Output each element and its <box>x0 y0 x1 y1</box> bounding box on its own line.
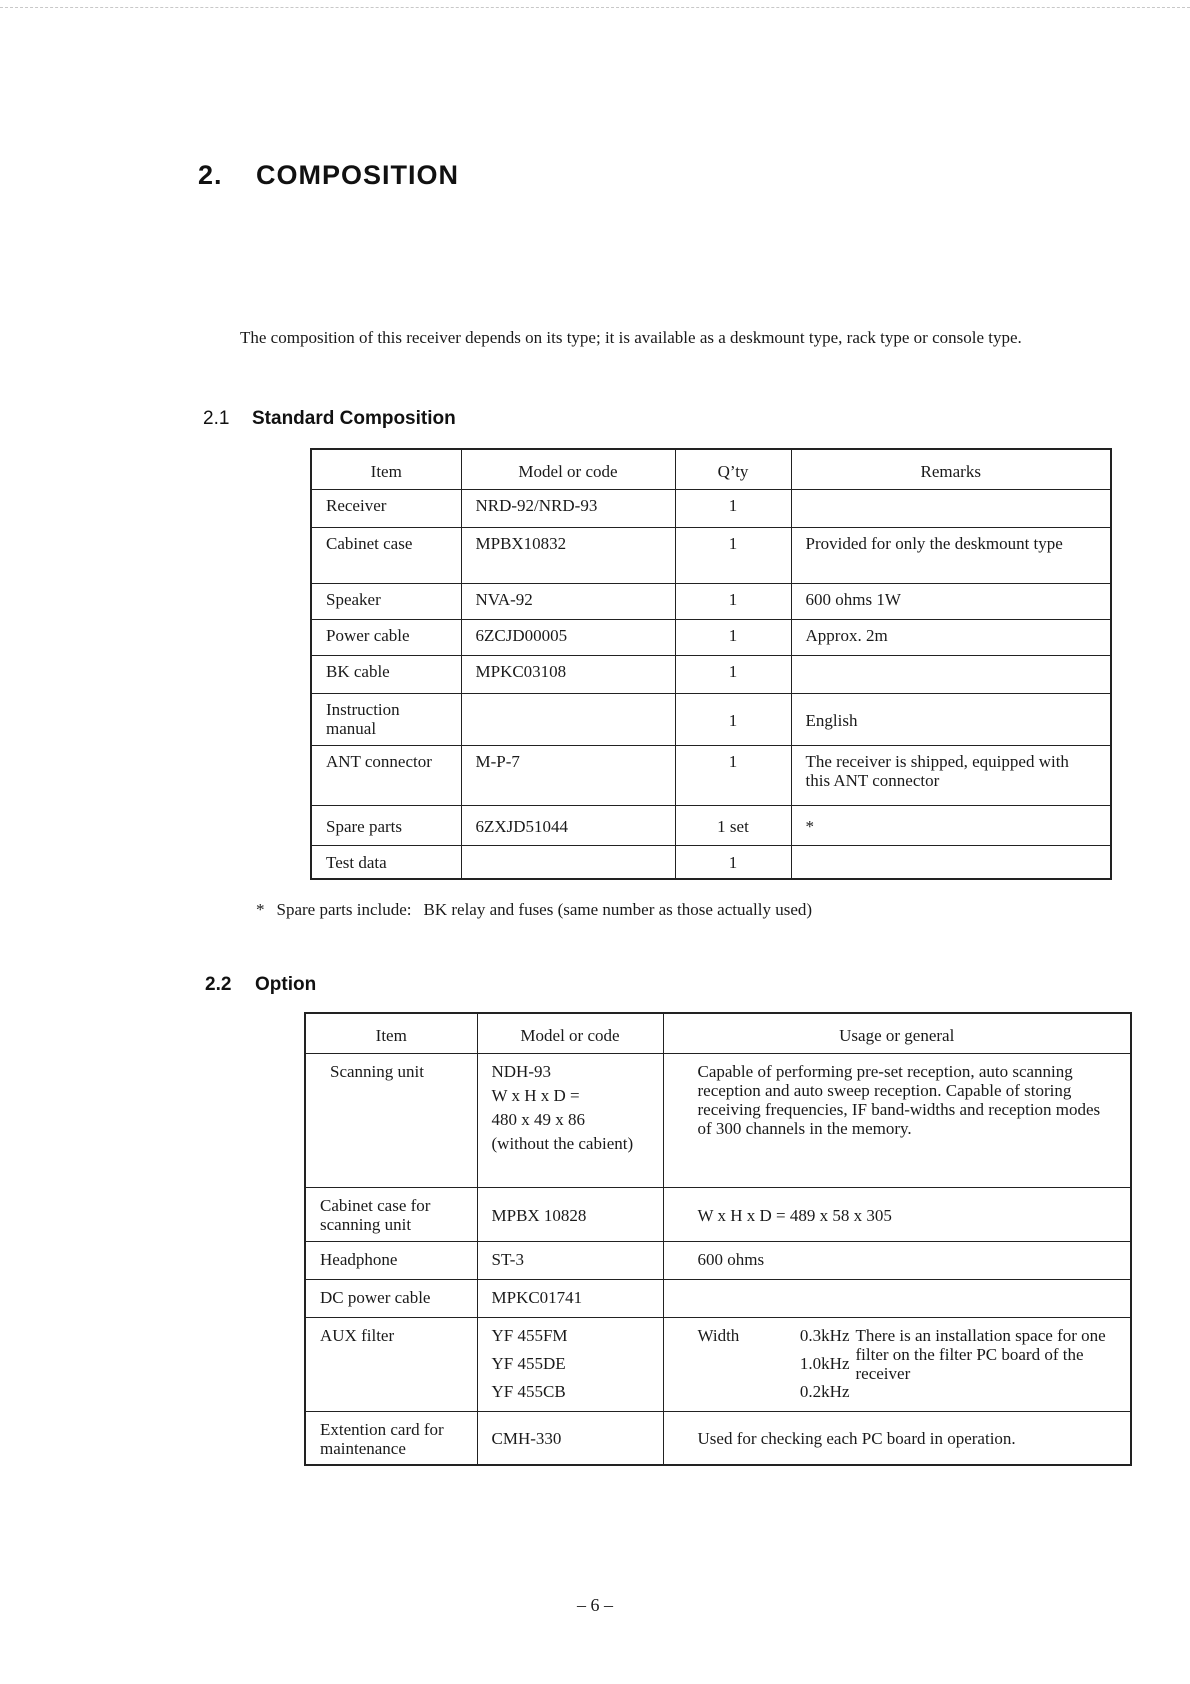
cell-qty: 1 <box>675 655 791 693</box>
table-row <box>311 805 1111 845</box>
footnote-text: BK relay and fuses (same number as those actually used) <box>423 900 813 919</box>
cell-item: Instruction manual <box>311 693 461 745</box>
scan-edge-artifact <box>0 7 1190 8</box>
dimensions-value: 480 x 49 x 86 <box>491 1109 585 1129</box>
cell-qty: 1 <box>675 745 791 805</box>
cell-item: Scanning unit <box>305 1053 477 1187</box>
table-row <box>311 489 1111 527</box>
cell-remarks: 600 ohms 1W <box>791 583 1111 619</box>
cell-usage <box>663 1317 1131 1411</box>
table-row <box>311 745 1111 805</box>
header-usage: Usage or general <box>663 1013 1131 1053</box>
cell-remarks <box>791 489 1111 527</box>
aux-note: There is an installation space for one filter on the filter PC board of the receiver <box>855 1325 1106 1383</box>
aux-model: YF 455DE <box>491 1353 566 1373</box>
cell-item: Spare parts <box>311 805 461 845</box>
header-item: Item <box>305 1013 477 1053</box>
subsection-title-text: Standard Composition <box>252 408 456 429</box>
cell-item: Speaker <box>311 583 461 619</box>
subsection-title-text: Option <box>255 974 317 995</box>
subsection-standard-title <box>203 408 456 430</box>
subsection-number: 2.2 <box>205 974 232 995</box>
intro-paragraph: The composition of this receiver depends on its type; it is available as a deskmount type, rack type or console type. <box>240 328 1022 347</box>
cell-model: MPKC03108 <box>461 655 675 693</box>
bandwidth-value: 0.3kHz <box>799 1325 850 1345</box>
cell-usage <box>663 1279 1131 1317</box>
cell-model: NRD-92/NRD-93 <box>461 489 675 527</box>
aux-model: YF 455CB <box>491 1381 566 1401</box>
cell-usage: Capable of performing pre-set reception, auto scanning reception and auto sweep reception. Capable of storing receiving frequencies, IF band-widths and reception modes of 300 channels in the memory. <box>663 1053 1131 1187</box>
footnote-marker: * <box>256 900 265 919</box>
header-model: Model or code <box>477 1013 663 1053</box>
cell-qty: 1 <box>675 845 791 879</box>
header-remarks: Remarks <box>791 449 1111 489</box>
cell-item: Cabinet case <box>311 527 461 583</box>
table-row <box>305 1241 1131 1279</box>
cell-usage: W x H x D = 489 x 58 x 305 <box>663 1187 1131 1241</box>
cell-qty: 1 <box>675 489 791 527</box>
table-row <box>311 527 1111 583</box>
cell-remarks: Provided for only the deskmount type <box>791 527 1111 583</box>
table-row <box>311 583 1111 619</box>
cell-item: Headphone <box>305 1241 477 1279</box>
subsection-number: 2.1 <box>203 408 230 429</box>
cell-qty: 1 <box>675 583 791 619</box>
cell-item: Receiver <box>311 489 461 527</box>
table-row <box>311 693 1111 745</box>
cell-model: 6ZCJD00005 <box>461 619 675 655</box>
table-row <box>305 1411 1131 1465</box>
cell-usage: Used for checking each PC board in operation. <box>663 1411 1131 1465</box>
table-row <box>305 1317 1131 1411</box>
cell-model: 6ZXJD51044 <box>461 805 675 845</box>
table-row <box>305 1053 1131 1187</box>
header-item: Item <box>311 449 461 489</box>
header-qty: Q’ty <box>675 449 791 489</box>
bandwidth-value: 1.0kHz <box>799 1353 850 1373</box>
cell-item: ANT connector <box>311 745 461 805</box>
dimensions-label: W x H x D = <box>491 1085 580 1105</box>
option-table <box>304 1012 1132 1466</box>
cell-item: BK cable <box>311 655 461 693</box>
cell-model <box>477 1317 663 1411</box>
aux-model: YF 455FM <box>491 1325 568 1345</box>
bandwidth-value: 0.2kHz <box>799 1381 850 1401</box>
cell-model <box>461 845 675 879</box>
cell-qty: 1 set <box>675 805 791 845</box>
cell-item: Power cable <box>311 619 461 655</box>
cell-model: NVA-92 <box>461 583 675 619</box>
table-row <box>311 655 1111 693</box>
cell-model: M-P-7 <box>461 745 675 805</box>
table-row <box>311 845 1111 879</box>
cell-model: ST-3 <box>477 1241 663 1279</box>
cell-model: MPBX 10828 <box>477 1187 663 1241</box>
cell-model <box>477 1053 663 1187</box>
cell-remarks: The receiver is shipped, equipped with this ANT connector <box>791 745 1111 805</box>
cell-item: Extention card for maintenance <box>305 1411 477 1465</box>
footnote-label: Spare parts include: <box>276 900 412 919</box>
cell-usage: 600 ohms <box>663 1241 1131 1279</box>
cell-item: DC power cable <box>305 1279 477 1317</box>
subsection-option-title <box>205 974 316 996</box>
cell-remarks <box>791 655 1111 693</box>
cell-qty: 1 <box>675 619 791 655</box>
model-code: NDH-93 <box>491 1061 551 1081</box>
cell-item: AUX filter <box>305 1317 477 1411</box>
section-number: 2. <box>198 160 223 190</box>
cell-remarks: Approx. 2m <box>791 619 1111 655</box>
cell-remarks: * <box>791 805 1111 845</box>
header-model: Model or code <box>461 449 675 489</box>
width-label: Width <box>697 1325 740 1345</box>
cell-model: MPKC01741 <box>477 1279 663 1317</box>
cell-remarks <box>791 845 1111 879</box>
cell-qty: 1 <box>675 527 791 583</box>
section-title-text: COMPOSITION <box>256 160 460 190</box>
cell-remarks: English <box>791 693 1111 745</box>
spare-parts-footnote <box>256 900 812 920</box>
page-number: – 6 – <box>577 1595 613 1615</box>
cell-item: Test data <box>311 845 461 879</box>
cell-qty: 1 <box>675 693 791 745</box>
table-row <box>305 1279 1131 1317</box>
cell-item: Cabinet case for scanning unit <box>305 1187 477 1241</box>
dimensions-note: (without the cabient) <box>491 1133 634 1153</box>
cell-model <box>461 693 675 745</box>
table-row <box>311 619 1111 655</box>
table-row <box>305 1187 1131 1241</box>
section-title <box>198 160 459 191</box>
cell-model: CMH-330 <box>477 1411 663 1465</box>
cell-model: MPBX10832 <box>461 527 675 583</box>
standard-composition-table <box>310 448 1112 880</box>
